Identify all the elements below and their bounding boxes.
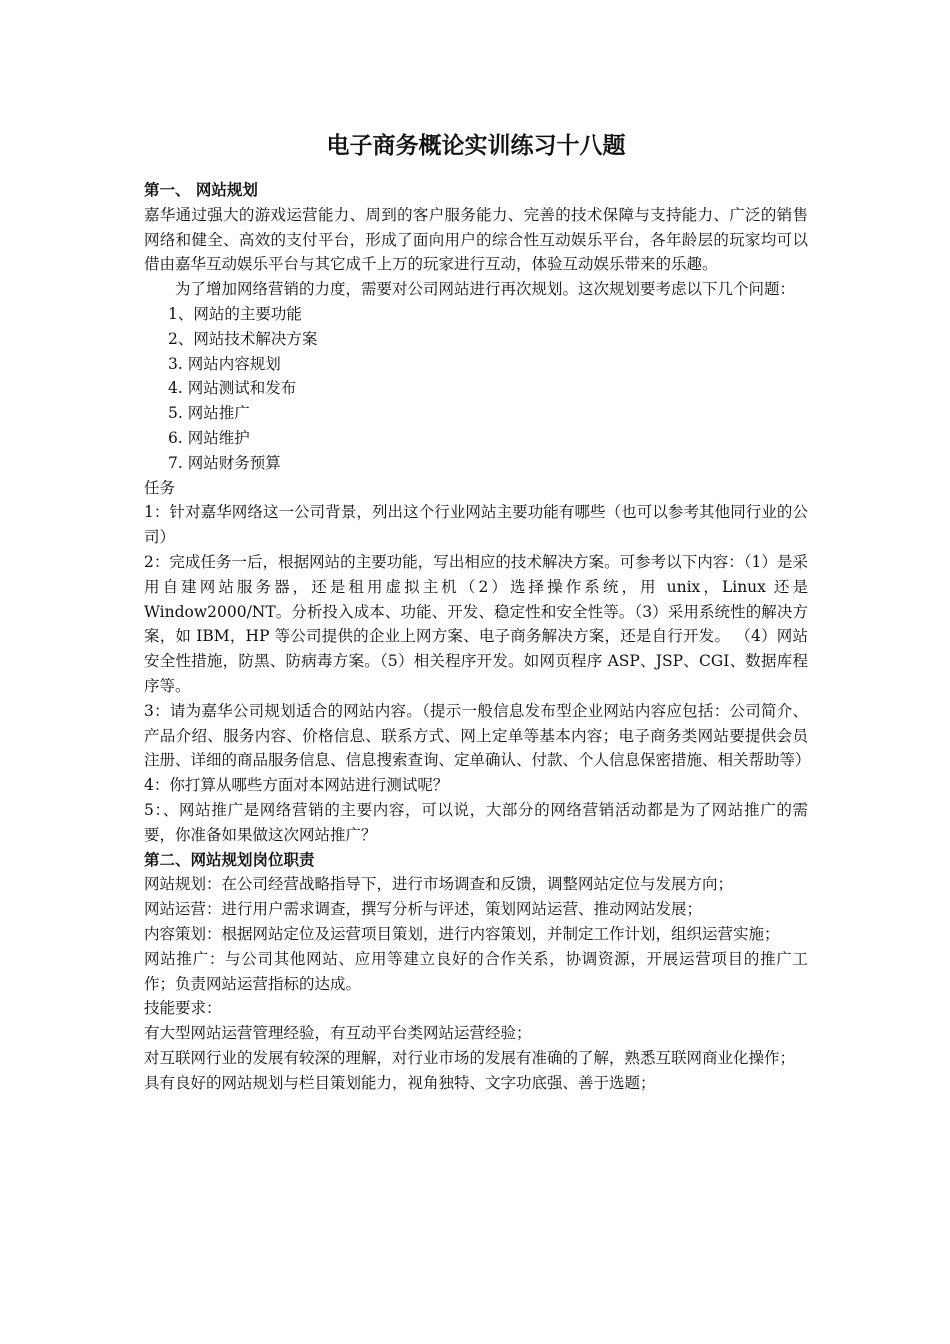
planning-items-list bbox=[144, 302, 808, 476]
duty-item: 网站规划：在公司经营战略指导下，进行市场调查和反馈，调整网站定位与发展方向； bbox=[144, 875, 734, 894]
document-page bbox=[144, 130, 811, 1095]
skill-item: 具有良好的网站规划与栏目策划能力，视角独特、文字功底强、善于选题； bbox=[144, 1073, 656, 1092]
list-item: 4. 网站测试和发布 bbox=[168, 379, 297, 398]
section-1-heading: 第一、 网站规划 bbox=[144, 181, 258, 199]
list-item: 7. 网站财务预算 bbox=[168, 453, 281, 472]
task-3: 3：请为嘉华公司规划适合的网站内容。（提示一般信息发布型企业网站内容应包括：公司简介、产品介绍、服务内容、价格信息、联系方式、网上定单等基本内容；电子商务类网站要提供会员注册、详细的商品服务信息、信息搜索查询、定单确认、付款、个人信息保密措施、相关帮助等） bbox=[144, 701, 811, 770]
duty-item: 内容策划：根据网站定位及运营项目策划，进行内容策划，并制定工作计划，组织运营实施； bbox=[144, 924, 780, 943]
skills-label: 技能要求： bbox=[144, 999, 222, 1018]
skill-item: 对互联网行业的发展有较深的理解，对行业市场的发展有准确的了解，熟悉互联网商业化操作； bbox=[144, 1048, 796, 1067]
task-5: 5：、网站推广是网络营销的主要内容，可以说，大部分的网络营销活动都是为了网站推广的需要，你准备如果做这次网站推广？ bbox=[144, 800, 808, 844]
list-item: 6. 网站维护 bbox=[168, 428, 250, 447]
list-item: 1、网站的主要功能 bbox=[168, 304, 302, 323]
duty-item: 网站运营：进行用户需求调查，撰写分析与评述，策划网站运营、推动网站发展； bbox=[144, 900, 703, 919]
task-1: 1：针对嘉华网络这一公司背景，列出这个行业网站主要功能有哪些（也可以参考其他同行业的公司） bbox=[144, 503, 808, 547]
page-title: 电子商务概论实训练习十八题 bbox=[326, 133, 626, 159]
list-item: 3. 网站内容规划 bbox=[168, 354, 281, 373]
section-1-para2: 为了增加网络营销的力度，需要对公司网站进行再次规划。这次规划要考虑以下几个问题： bbox=[175, 280, 796, 299]
task-4: 4：你打算从哪些方面对本网站进行测试呢？ bbox=[144, 776, 449, 795]
tasks-label: 任务 bbox=[144, 478, 176, 497]
skill-item: 有大型网站运营管理经验，有互动平台类网站运营经验； bbox=[144, 1024, 532, 1043]
list-item: 2、网站技术解决方案 bbox=[168, 329, 318, 348]
list-item: 5. 网站推广 bbox=[168, 404, 250, 423]
section-2-heading: 第二、网站规划岗位职责 bbox=[144, 850, 315, 869]
task-2: 2：完成任务一后，根据网站的主要功能，写出相应的技术解决方案。可参考以下内容：（1）是采用自建网站服务器，还是租用虚拟主机（2）选择操作系统，用 unix，Linux 还是 Window2000/NT。分析投入成本、功能、开发、稳定性和安全性等。（3）采用系统性的解决方案，如 IBM，HP 等公司提供的企业上网方案、电子商务解决方案，还是自行开发。 （4）网站安全性措施，防黑、防病毒方案。（5）相关程序开发。如网页程序 ASP、JSP、CGI、数据库程序等。 bbox=[144, 552, 808, 695]
section-1-intro: 嘉华通过强大的游戏运营能力、周到的客户服务能力、完善的技术保障与支持能力、广泛的销售网络和健全、高效的支付平台，形成了面向用户的综合性互动娱乐平台，各年龄层的玩家均可以借由嘉华互动娱乐平台与其它成千上万的玩家进行互动，体验互动娱乐带来的乐趣。 bbox=[144, 205, 808, 274]
duty-item: 网站推广：与公司其他网站、应用等建立良好的合作关系，协调资源，开展运营项目的推广工作；负责网站运营指标的达成。 bbox=[144, 949, 808, 993]
